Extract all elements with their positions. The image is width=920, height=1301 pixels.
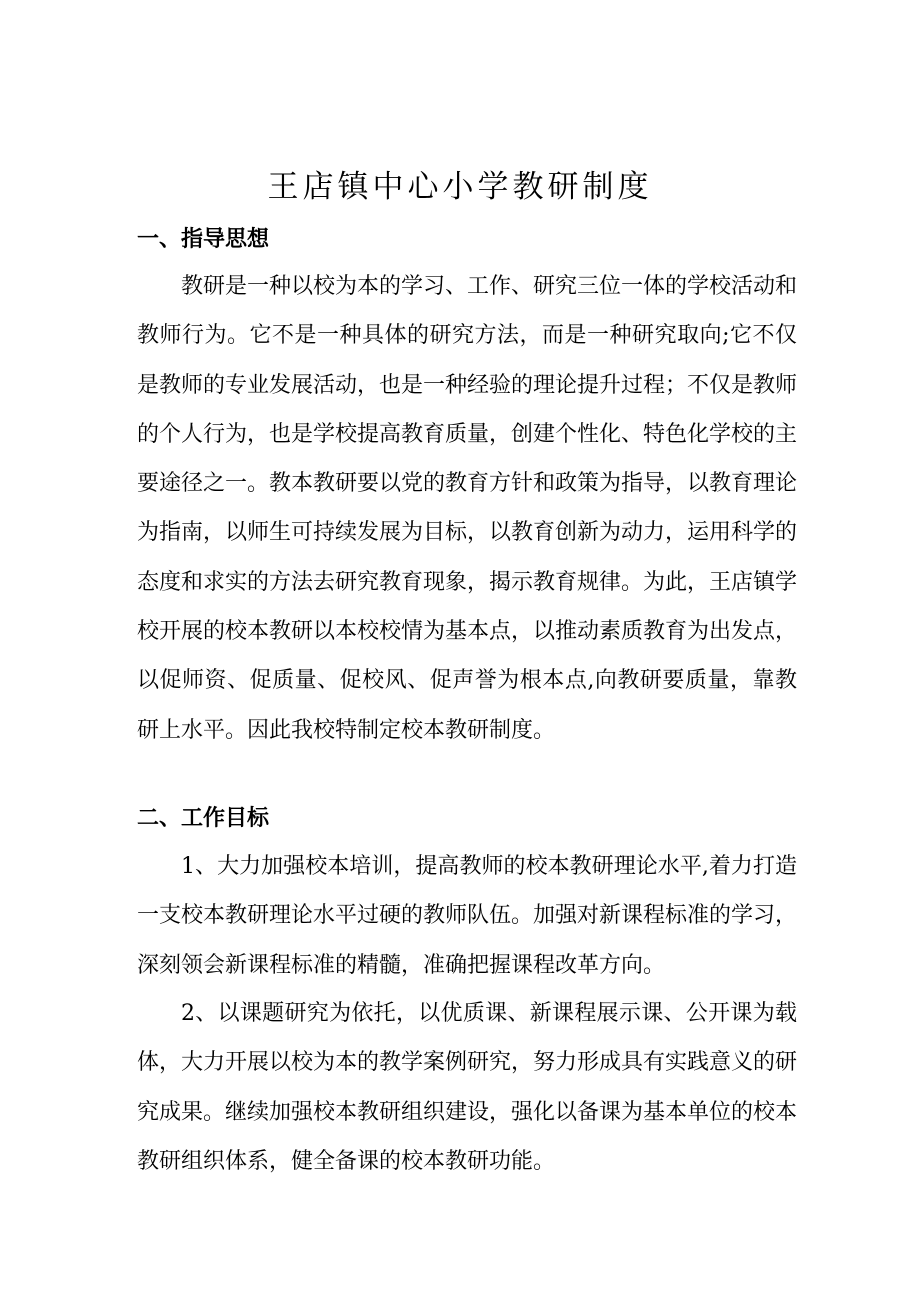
document-title: 王店镇中心小学教研制度 [267,169,653,205]
paragraph-goal-1: 1、大力加强校本培训，提高教师的校本教研理论水平,着力打造一支校本教研理论水平过硬的教师队伍。加强对新课程标准的学习，深刻领会新课程标准的精髓，准确把握课程改革方向。 [137,854,798,978]
paragraph-guiding-ideology: 教研是一种以校为本的学习、工作、研究三位一体的学校活动和教师行为。它不是一种具体的研究方法，而是一种研究取向;它不仅是教师的专业发展活动，也是一种经验的理论提升过程；不仅是教师的个人行为，也是学校提高教育质量，创建个性化、特色化学校的主要途径之一。教本教研要以党的教育方针和政策为指导，以教育理论为指南，以师生可持续发展为目标，以教育创新为动力，运用科学的态度和求实的方法去研究教育现象，揭示教育规律。为此，王店镇学校开展的校本教研以本校校情为基本点，以推动素质教育为出发点，以促师资、促质量、促校风、促声誉为根本点,向教研要质量，靠教研上水平。因此我校特制定校本教研制度。 [137,274,798,743]
section-heading-work-goals: 二、工作目标 [137,806,270,831]
paragraph-goal-2: 2、以课题研究为依托，以优质课、新课程展示课、公开课为载体，大力开展以校为本的教学案例研究，努力形成具有实践意义的研究成果。继续加强校本教研组织建设，强化以备课为基本单位的校本教研组织体系，健全备课的校本教研功能。 [137,1001,798,1174]
section-heading-guiding-ideology: 一、指导思想 [137,227,270,252]
